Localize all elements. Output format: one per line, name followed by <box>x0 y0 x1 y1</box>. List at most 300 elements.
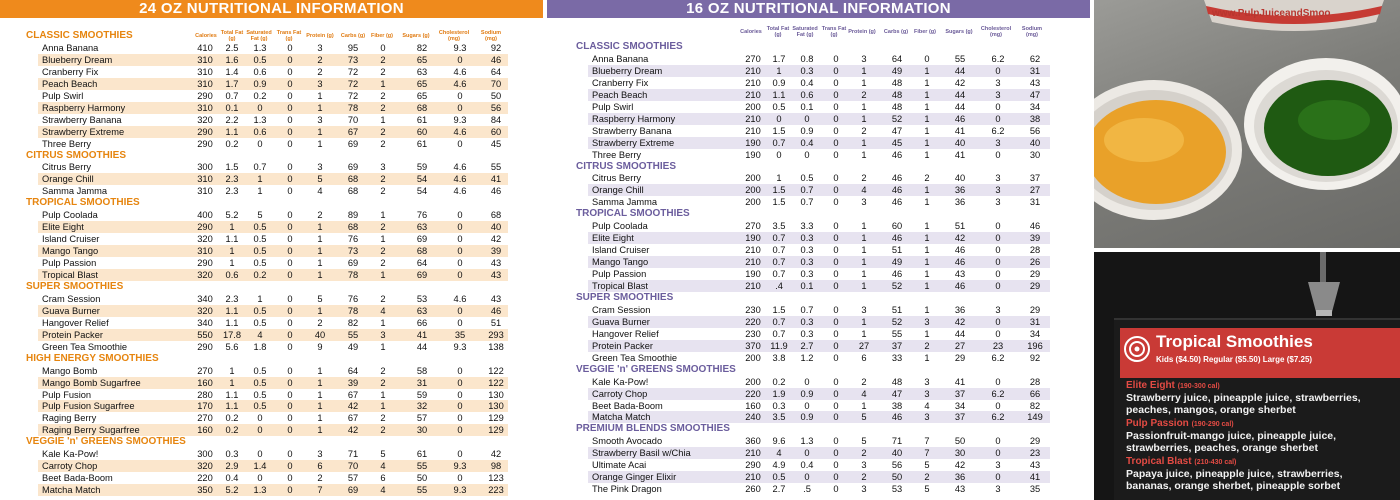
cell-value: 0 <box>287 341 293 352</box>
cell-value: 43 <box>490 258 502 269</box>
col-header-carbs: Carbs (g) <box>883 29 909 35</box>
row-name: Cram Session <box>592 304 651 315</box>
cell-value: 40 <box>891 448 903 459</box>
cell-value: 1 <box>380 401 386 412</box>
cell-value: 0 <box>287 54 293 65</box>
cell-value: 76 <box>347 293 359 304</box>
cell-value: 1 <box>924 89 930 100</box>
cell-value: 0 <box>833 340 839 351</box>
cell-value: 1 <box>317 222 323 233</box>
cell-value: 2 <box>380 54 386 65</box>
cell-value: 1 <box>861 137 867 148</box>
table-row <box>588 411 1050 423</box>
row-name: Cranberry Fix <box>42 66 99 77</box>
sign-item-desc: Passionfruit-mango juice, pineapple juice, <box>1126 430 1337 442</box>
row-name: Carroty Chop <box>592 388 648 399</box>
cell-value: 0.7 <box>772 316 786 327</box>
cell-value: 30 <box>1029 149 1041 160</box>
cell-value: 4 <box>380 485 386 496</box>
cell-value: 6.2 <box>991 388 1005 399</box>
cell-value: 4.6 <box>453 293 467 304</box>
cell-value: 4 <box>380 305 386 316</box>
cell-value: 1 <box>257 186 263 197</box>
cell-value: 290 <box>197 258 213 269</box>
cell-value: 0 <box>833 472 839 483</box>
cell-value: 0 <box>457 449 463 460</box>
cell-value: 38 <box>1029 113 1041 124</box>
row-name: Mango Tango <box>42 246 99 257</box>
cell-value: 5.6 <box>225 341 239 352</box>
cell-value: 2.3 <box>225 186 239 197</box>
cell-value: 39 <box>490 246 502 257</box>
row-name: Pulp Swirl <box>592 101 634 112</box>
sign-item-desc: peaches, mangos, orange sherbet <box>1126 404 1296 416</box>
cell-value: 123 <box>488 473 504 484</box>
cell-value: 50 <box>954 436 966 447</box>
cell-value: 0 <box>287 138 293 149</box>
cell-value: 37 <box>954 388 966 399</box>
cell-value: 2 <box>317 473 323 484</box>
cell-value: 2.2 <box>225 114 239 125</box>
cell-value: 0.2 <box>253 270 267 280</box>
cell-value: 1 <box>380 210 386 221</box>
cell-value: 64 <box>347 365 359 376</box>
cell-value: 3 <box>861 197 867 208</box>
cell-value: 34 <box>1029 328 1041 339</box>
row-name: Pulp Fusion Sugarfree <box>42 401 135 412</box>
sign-header <box>1120 328 1400 378</box>
cell-value: 5.2 <box>225 485 239 496</box>
cell-value: 1 <box>861 77 867 88</box>
row-name: Mango Bomb Sugarfree <box>42 377 141 388</box>
cell-value: 46 <box>891 149 903 160</box>
cell-value: 69 <box>347 138 359 149</box>
cell-value: 55 <box>954 53 966 64</box>
cell-value: 30 <box>416 425 428 436</box>
table-row <box>588 137 1050 149</box>
cell-value: 4 <box>861 185 867 196</box>
section-header: TROPICAL SMOOTHIES <box>576 208 690 220</box>
row-name: Tropical Blast <box>42 270 98 280</box>
cell-value: 0 <box>287 222 293 233</box>
cell-value: 29 <box>1029 436 1041 447</box>
cell-value: 1 <box>317 138 323 149</box>
cell-value: 1 <box>924 137 930 148</box>
cell-value: 1 <box>924 113 930 124</box>
table-row <box>38 245 508 257</box>
cell-value: 0.7 <box>772 233 786 244</box>
table-row <box>588 149 1050 161</box>
cell-value: 68 <box>416 102 428 113</box>
cell-value: 0 <box>833 460 839 471</box>
cell-value: 48 <box>891 376 903 387</box>
table-row <box>588 89 1050 101</box>
cell-value: 1 <box>257 293 263 304</box>
cell-value: 300 <box>197 162 213 173</box>
cell-value: 200 <box>745 185 761 196</box>
cell-value: 0 <box>804 149 810 160</box>
cell-value: 1 <box>317 425 323 436</box>
row-name: Pulp Coolada <box>592 221 648 232</box>
cell-value: 0 <box>287 90 293 101</box>
table-row <box>588 256 1050 268</box>
cell-value: 2 <box>861 173 867 184</box>
cell-value: 0 <box>287 42 293 53</box>
cell-value: 1 <box>861 233 867 244</box>
cell-value: 50 <box>490 90 502 101</box>
row-name: Tropical Blast <box>592 281 648 291</box>
cell-value: 0.9 <box>253 78 267 89</box>
cell-value: 160 <box>197 377 213 388</box>
cell-value: 0 <box>995 149 1001 160</box>
cell-value: 0.5 <box>253 234 267 245</box>
table-row <box>38 233 508 245</box>
cell-value: 51 <box>490 317 502 328</box>
table-row <box>588 77 1050 89</box>
col-header-trans-fat: Trans Fat (g) <box>821 26 847 38</box>
cell-value: 68 <box>347 186 359 197</box>
cell-value: 0 <box>457 401 463 412</box>
cell-value: 0 <box>457 413 463 424</box>
cell-value: 4.6 <box>453 174 467 185</box>
section-header: CLASSIC SMOOTHIES <box>26 30 133 41</box>
col-header-sodium: Sodium (mg) <box>1021 26 1043 38</box>
cell-value: 0.5 <box>253 222 267 233</box>
cell-value: 190 <box>745 149 761 160</box>
row-name: Orange Chill <box>42 174 94 185</box>
cell-value: 92 <box>1029 352 1041 363</box>
cell-value: 0 <box>804 113 810 124</box>
sign-title: Tropical Smoothies <box>1156 332 1313 351</box>
row-name: Samma Jamma <box>42 186 108 197</box>
cell-value: 0.1 <box>225 102 239 113</box>
row-name: Protein Packer <box>42 329 103 340</box>
cell-value: 270 <box>197 413 213 424</box>
row-name: Elite Eight <box>592 233 634 244</box>
cell-value: 1 <box>229 258 235 269</box>
cell-value: 1.6 <box>225 54 239 65</box>
cell-value: 0 <box>833 125 839 136</box>
cell-value: 320 <box>197 114 213 125</box>
cell-value: 0.4 <box>225 473 239 484</box>
cell-value: 67 <box>347 389 359 400</box>
cell-value: 0 <box>833 281 839 291</box>
cell-value: 58 <box>416 365 428 376</box>
cell-value: 290 <box>197 138 213 149</box>
row-name: Blueberry Dream <box>42 54 113 65</box>
col-header-calories: Calories <box>740 29 762 35</box>
cell-value: 0 <box>457 377 463 388</box>
cell-value: 0 <box>833 257 839 268</box>
cell-value: 42 <box>490 449 502 460</box>
cell-value: 0 <box>287 270 293 280</box>
cell-value: 0 <box>457 222 463 233</box>
cell-value: 2 <box>380 222 386 233</box>
cell-value: 71 <box>891 436 903 447</box>
cell-value: 57 <box>416 413 428 424</box>
cup-url-text: www.PulpJuiceandSmoo <box>1212 8 1331 19</box>
cell-value: 0.3 <box>800 245 814 256</box>
table-row <box>588 184 1050 196</box>
cell-value: 2.3 <box>225 293 239 304</box>
cell-value: 0 <box>995 472 1001 483</box>
cell-value: 0 <box>287 234 293 245</box>
cell-value: 1 <box>317 401 323 412</box>
table-row <box>38 66 508 78</box>
table-row <box>38 412 508 424</box>
cell-value: 46 <box>891 173 903 184</box>
cell-value: 149 <box>1027 412 1043 423</box>
cell-value: 68 <box>490 210 502 221</box>
cell-value: 0 <box>995 233 1001 244</box>
table-row <box>38 78 508 90</box>
cell-value: 3 <box>924 388 930 399</box>
cell-value: 39 <box>347 377 359 388</box>
cell-value: 130 <box>488 401 504 412</box>
cell-value: 9.3 <box>453 341 467 352</box>
col-header-calories: Calories <box>195 33 217 39</box>
cell-value: 1 <box>924 257 930 268</box>
cell-value: 3.8 <box>772 352 786 363</box>
cell-value: 1 <box>924 352 930 363</box>
cell-value: 1.1 <box>225 401 239 412</box>
spiral-logo-icon <box>1124 336 1150 362</box>
juice-cups-illustration <box>1094 0 1400 248</box>
table-row <box>588 435 1050 447</box>
cell-value: 78 <box>347 102 359 113</box>
cell-value: 69 <box>347 485 359 496</box>
cell-value: 0.6 <box>253 126 267 137</box>
table-row <box>588 53 1050 65</box>
cell-value: 0.5 <box>253 246 267 257</box>
cell-value: 0 <box>287 401 293 412</box>
cell-value: 0.1 <box>800 101 814 112</box>
cell-value: 4 <box>776 448 782 459</box>
cell-value: 72 <box>347 78 359 89</box>
cell-value: 27 <box>1029 185 1041 196</box>
cell-value: 42 <box>954 77 966 88</box>
row-name: Mango Bomb <box>42 365 98 376</box>
cell-value: 210 <box>745 89 761 100</box>
cell-value: 66 <box>416 317 428 328</box>
tropical-smoothies-sign <box>1114 318 1400 500</box>
cell-value: 0 <box>995 65 1001 76</box>
cell-value: 1 <box>776 173 782 184</box>
cell-value: 45 <box>490 138 502 149</box>
cell-value: 72 <box>347 90 359 101</box>
cell-value: 310 <box>197 186 213 197</box>
section-header: VEGGIE 'n' GREENS SMOOTHIES <box>26 436 186 448</box>
cell-value: 1 <box>861 316 867 327</box>
cell-value: 69 <box>347 162 359 173</box>
cell-value: 9 <box>317 341 323 352</box>
cell-value: 2 <box>380 293 386 304</box>
menu-sign-photo <box>1094 252 1400 500</box>
cell-value: 2 <box>317 54 323 65</box>
cell-value: 47 <box>1029 89 1041 100</box>
cell-value: 4 <box>861 388 867 399</box>
col-header-cholesterol: Cholesterol (mg) <box>438 30 470 42</box>
table-row <box>588 280 1050 292</box>
table-row <box>588 101 1050 113</box>
cell-value: 1 <box>861 221 867 232</box>
cell-value: 3 <box>924 376 930 387</box>
cell-value: 41 <box>954 149 966 160</box>
row-name: Raspberry Harmony <box>42 102 126 113</box>
col-header-saturated-fat: Saturated Fat (g) <box>246 30 272 42</box>
col-header-fiber: Fiber (g) <box>914 29 936 35</box>
cell-value: 1.1 <box>225 305 239 316</box>
cell-value: 3 <box>924 412 930 423</box>
cell-value: 2 <box>317 210 323 221</box>
table-row <box>38 365 508 377</box>
cell-value: 0 <box>995 400 1001 411</box>
cell-value: 46 <box>891 185 903 196</box>
cell-value: 0 <box>287 78 293 89</box>
panel-title: 24 OZ NUTRITIONAL INFORMATION <box>0 0 543 18</box>
cell-value: 67 <box>347 413 359 424</box>
cell-value: 0.2 <box>225 413 239 424</box>
row-name: Pulp Coolada <box>42 210 98 221</box>
cell-value: 37 <box>1029 173 1041 184</box>
cell-value: 2 <box>380 102 386 113</box>
cell-value: 1.3 <box>253 485 267 496</box>
cell-value: 1 <box>317 305 323 316</box>
cell-value: 50 <box>891 472 903 483</box>
cell-value: 1 <box>380 341 386 352</box>
cell-value: 4.6 <box>453 186 467 197</box>
cell-value: 1 <box>924 281 930 291</box>
cell-value: 0 <box>287 186 293 197</box>
cell-value: 210 <box>745 113 761 124</box>
cell-value: 64 <box>416 258 428 269</box>
cell-value: 210 <box>745 281 761 291</box>
cell-value: 4.6 <box>453 78 467 89</box>
cell-value: 49 <box>891 65 903 76</box>
cell-value: 6.2 <box>991 412 1005 423</box>
cell-value: 3 <box>861 484 867 495</box>
cell-value: 0 <box>833 53 839 64</box>
cell-value: 28 <box>1029 245 1041 256</box>
cell-value: 46 <box>490 54 502 65</box>
cell-value: 0 <box>287 162 293 173</box>
cell-value: 44 <box>954 65 966 76</box>
cell-value: 30 <box>954 448 966 459</box>
cell-value: 0 <box>457 317 463 328</box>
cell-value: 0.7 <box>800 304 814 315</box>
cell-value: 64 <box>490 66 502 77</box>
cell-value: 0 <box>833 101 839 112</box>
cell-value: 220 <box>745 388 761 399</box>
cell-value: 0 <box>287 293 293 304</box>
cell-value: 11.9 <box>770 340 788 351</box>
cell-value: 0.6 <box>225 270 239 280</box>
cell-value: 160 <box>745 400 761 411</box>
cell-value: 1 <box>317 413 323 424</box>
cell-value: 2 <box>380 413 386 424</box>
cell-value: 0.7 <box>772 328 786 339</box>
row-name: Matcha Match <box>42 485 101 496</box>
cell-value: 0 <box>833 245 839 256</box>
table-row <box>588 471 1050 483</box>
cell-value: 89 <box>347 210 359 221</box>
cell-value: 52 <box>891 281 903 291</box>
cell-value: .5 <box>803 484 811 495</box>
cell-value: 0 <box>833 77 839 88</box>
cell-value: 2 <box>380 126 386 137</box>
cell-value: 38 <box>891 400 903 411</box>
row-name: Raging Berry <box>42 413 97 424</box>
cell-value: 0 <box>833 89 839 100</box>
row-name: Pulp Passion <box>592 269 647 280</box>
cell-value: .4 <box>775 281 783 291</box>
cell-value: 190 <box>745 269 761 280</box>
cell-value: 0 <box>833 328 839 339</box>
row-name: Guava Burner <box>42 305 100 316</box>
cell-value: 1 <box>776 65 782 76</box>
cell-value: 0 <box>457 270 463 280</box>
cell-value: 1 <box>317 389 323 400</box>
cell-value: 0 <box>257 102 263 113</box>
cell-value: 0.3 <box>225 449 239 460</box>
section-header: VEGGIE 'n' GREENS SMOOTHIES <box>576 363 736 375</box>
cell-value: 350 <box>197 485 213 496</box>
cell-value: 78 <box>347 305 359 316</box>
cell-value: 550 <box>197 329 213 340</box>
table-row <box>588 220 1050 232</box>
row-name: Pulp Swirl <box>42 90 84 101</box>
cell-value: 1 <box>380 389 386 400</box>
cell-value: 1 <box>229 377 235 388</box>
cell-value: 0.7 <box>772 245 786 256</box>
table-row <box>38 424 508 436</box>
cell-value: 40 <box>954 137 966 148</box>
cell-value: 200 <box>745 101 761 112</box>
cell-value: 0.5 <box>772 472 786 483</box>
cell-value: 0.3 <box>800 65 814 76</box>
cell-value: 29 <box>1029 304 1041 315</box>
row-name: Carroty Chop <box>42 461 98 472</box>
cell-value: 44 <box>954 89 966 100</box>
cell-value: 0.5 <box>253 305 267 316</box>
cell-value: 0 <box>995 316 1001 327</box>
cell-value: 37 <box>891 340 903 351</box>
cell-value: 0 <box>776 149 782 160</box>
cell-value: 1 <box>861 281 867 291</box>
cell-value: 0 <box>833 137 839 148</box>
col-header-protein: Protein (g) <box>306 33 334 39</box>
cell-value: 1 <box>924 304 930 315</box>
table-row <box>588 244 1050 256</box>
row-name: Anna Banana <box>42 42 99 53</box>
cell-value: 23 <box>1029 448 1041 459</box>
table-row <box>38 472 508 484</box>
cell-value: 0 <box>287 365 293 376</box>
cell-value: 0 <box>257 473 263 484</box>
cell-value: 1 <box>317 246 323 257</box>
cell-value: 45 <box>891 137 903 148</box>
table-row <box>38 329 508 341</box>
cell-value: 1 <box>317 126 323 137</box>
cell-value: 4 <box>257 329 263 340</box>
cell-value: 6 <box>861 352 867 363</box>
cell-value: 0 <box>287 485 293 496</box>
cell-value: 1 <box>924 221 930 232</box>
cell-value: 71 <box>347 449 359 460</box>
cell-value: 1 <box>861 400 867 411</box>
cell-value: 0 <box>833 185 839 196</box>
table-row <box>588 172 1050 184</box>
